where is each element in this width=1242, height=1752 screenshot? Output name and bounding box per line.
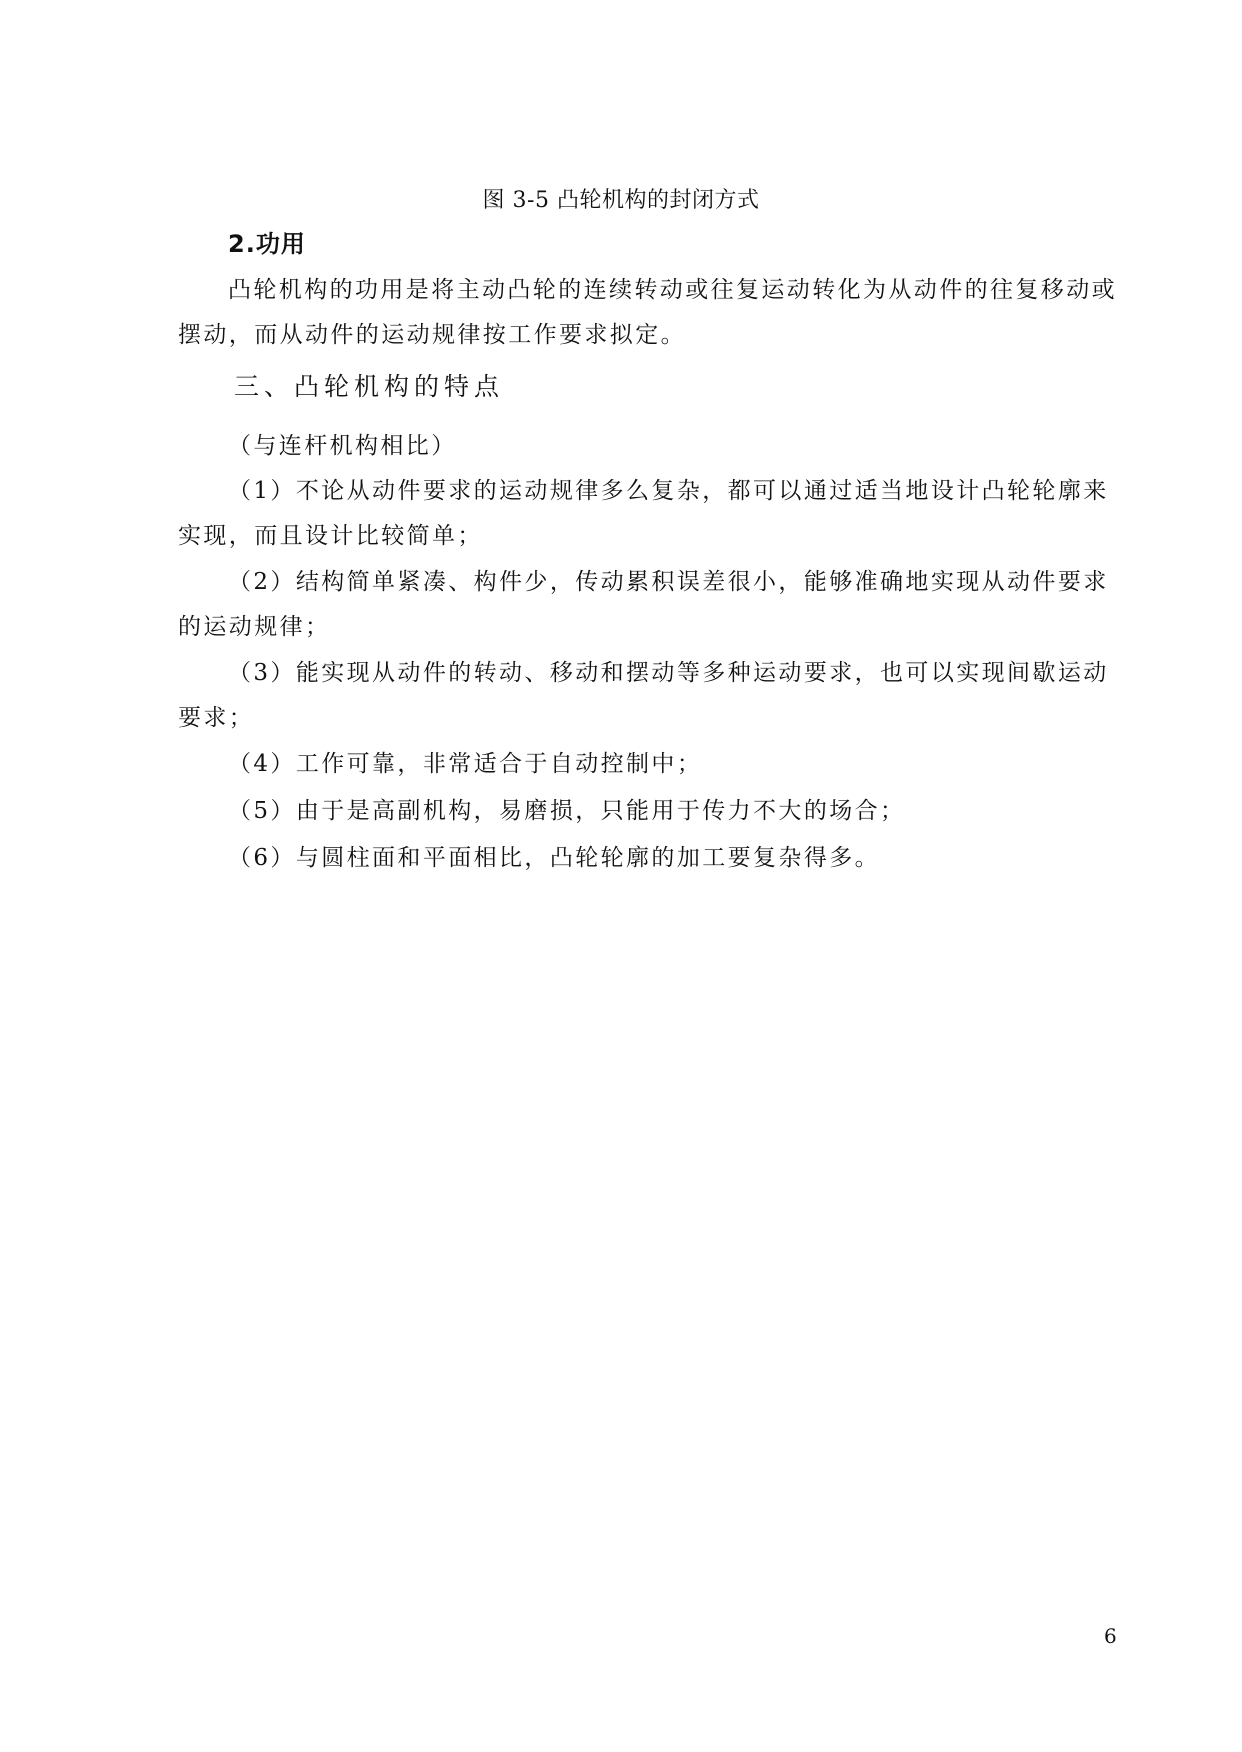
function-paragraph: 凸轮机构的功用是将主动凸轮的连续转动或往复运动转化为从动件的往复移动或摆动，而从动件的运动规律按工作要求拟定。 [178, 277, 1117, 348]
figure-caption: 图 3-5 凸轮机构的封闭方式 [482, 188, 760, 213]
feature-item-6: （6）与圆柱面和平面相比，凸轮轮廓的加工要复杂得多。 [228, 845, 881, 871]
feature-item-2: （2）结构简单紧凑、构件少，传动累积误差很小，能够准确地实现从动件要求的运动规律； [178, 569, 1109, 640]
feature-item-1: （1）不论从动件要求的运动规律多么复杂，都可以通过适当地设计凸轮轮廓来实现，而且设计比较简单； [178, 478, 1109, 549]
feature-item-4: （4）工作可靠，非常适合于自动控制中； [228, 751, 703, 777]
section-heading-features: 三、凸轮机构的特点 [234, 372, 505, 401]
page-number: 6 [1104, 1624, 1117, 1648]
section-heading-function: 2.功用 [228, 230, 306, 258]
features-intro: （与连杆机构相比） [228, 433, 457, 459]
feature-item-5: （5）由于是高副机构，易磨损，只能用于传力不大的场合； [228, 798, 906, 824]
feature-item-3: （3）能实现从动件的转动、移动和摆动等多种运动要求，也可以实现间歇运动要求； [178, 660, 1109, 731]
